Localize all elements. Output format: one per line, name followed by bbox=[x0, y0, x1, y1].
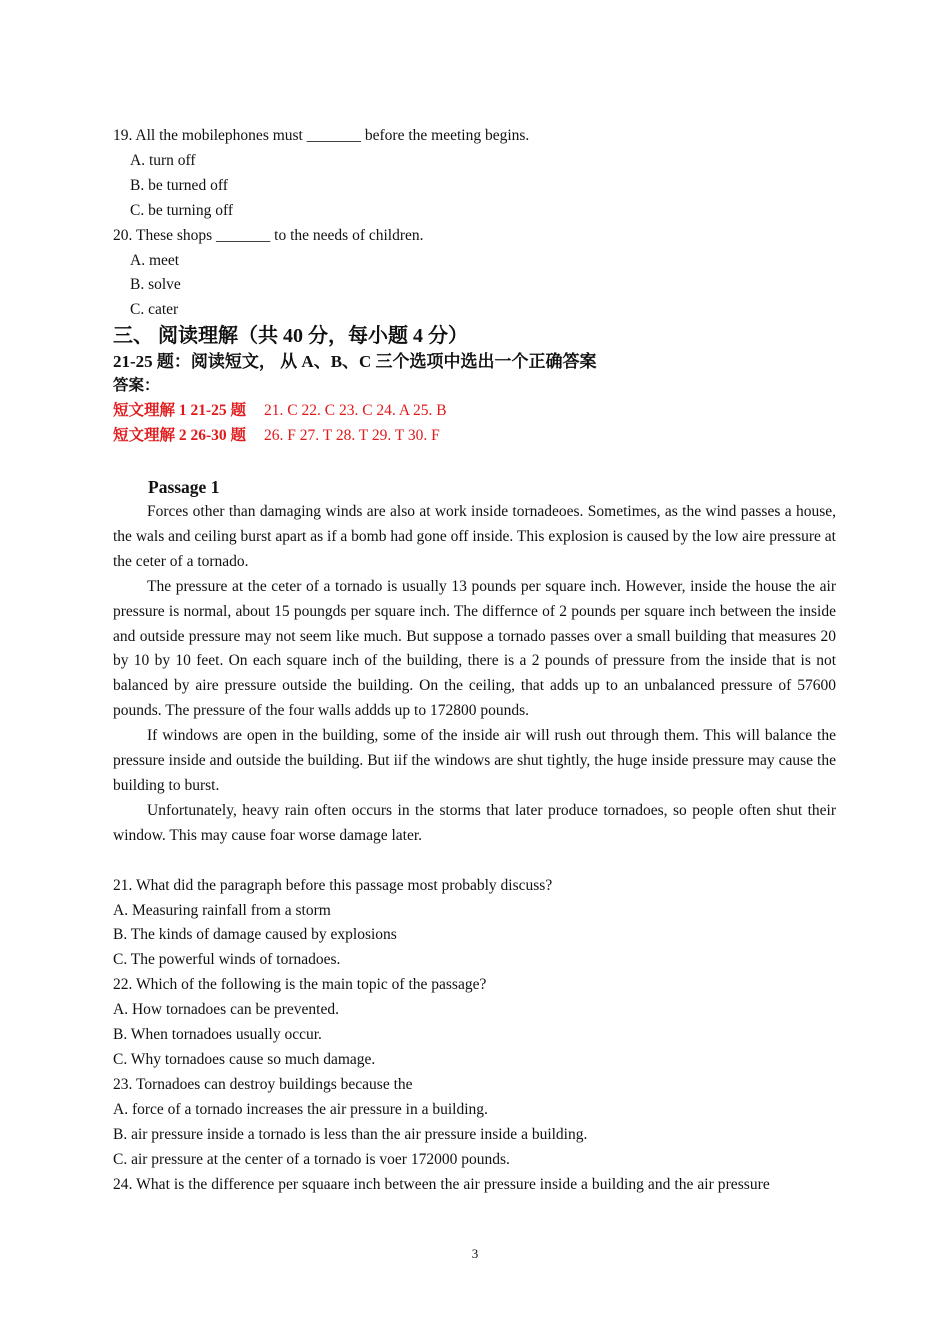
q19-option-a: A. turn off bbox=[130, 151, 196, 169]
q22-stem: 22. Which of the following is the main topic of the passage? bbox=[113, 976, 487, 994]
q20-option-a: A. meet bbox=[130, 251, 180, 269]
section-heading: 三、 阅读理解（共 40 分，每小题 4 分） bbox=[113, 325, 468, 348]
section-instruction: 21-25 题：阅读短文， 从 A、B、C 三个选项中选出一个正确答案 bbox=[113, 352, 597, 372]
q22-option-a: A. How tornadoes can be prevented. bbox=[113, 1001, 339, 1019]
passage-paragraph: Forces other than damaging winds are also at work inside tornadeoes. Sometimes, as the wind passes a house, the wals and ceiling burst apart as if a bomb had gone off inside. This explosion is caused by the low aire pressure at the ceter of a tornado. bbox=[113, 502, 836, 570]
q22-option-b: B. When tornadoes usually occur. bbox=[113, 1026, 322, 1044]
passage-paragraph: If windows are open in the building, some of the inside air will rush out through them. This will balance the pressure inside and outside the building. But iif the windows are shut tightly, the huge inside pressure may cause the building to burst. bbox=[113, 727, 836, 794]
q21-option-b: B. The kinds of damage caused by explosions bbox=[113, 926, 397, 944]
passage-paragraph: Unfortunately, heavy rain often occurs in the storms that later produce tornadoes, so people often shut their window. This may cause foar worse damage later. bbox=[113, 801, 836, 844]
answer-label: 答案： bbox=[113, 377, 160, 395]
passage-paragraph: The pressure at the ceter of a tornado is usually 13 pounds per square inch. However, inside the house the air pressure is normal, about 15 poungds per square inch. The differnce of 2 pounds per square inch between the inside and outside pressure may not seem like much. But suppose a tornado passes over a small building that measures 20 by 10 by 10 feet. On each square inch of the building, there is a 2 pounds of pressure from the inside that is not balanced by aire pressure outside the building. On the ceiling, that adds up to an unbalanced pressure of 57600 pounds. The pressure of the four walls addds up to 172800 pounds. bbox=[113, 577, 836, 720]
q22-option-c: C. Why tornadoes cause so much damage. bbox=[113, 1051, 376, 1068]
q21-option-c: C. The powerful winds of tornadoes. bbox=[113, 951, 341, 969]
q19-stem: 19. All the mobilephones must _______ before the meeting begins. bbox=[113, 127, 530, 144]
page-number: 3 bbox=[471, 1246, 479, 1261]
answer-line-2-label: 短文理解 2 26-30 题 bbox=[113, 427, 247, 445]
q20-option-c: C. cater bbox=[130, 301, 179, 319]
q21-option-a: A. Measuring rainfall from a storm bbox=[113, 901, 331, 919]
answer-line-2 bbox=[113, 424, 836, 449]
q23-option-a: A. force of a tornado increases the air pressure in a building. bbox=[113, 1100, 488, 1118]
q23-option-b: B. air pressure inside a tornado is less than the air pressure inside a building. bbox=[113, 1125, 588, 1143]
document-page bbox=[113, 124, 836, 1197]
q20-stem: 20. These shops _______ to the needs of children. bbox=[113, 226, 424, 244]
q23-option-c: C. air pressure at the center of a tornado is voer 172000 pounds. bbox=[113, 1150, 510, 1168]
answer-line-1 bbox=[113, 399, 836, 424]
q23-stem: 23. Tornadoes can destroy buildings because the bbox=[113, 1075, 413, 1093]
q20-option-b: B. solve bbox=[130, 276, 181, 294]
q19-option-c: C. be turning off bbox=[130, 201, 234, 219]
q19-option-b: B. be turned off bbox=[130, 176, 228, 194]
q21-stem: 21. What did the paragraph before this passage most probably discuss? bbox=[113, 876, 553, 894]
answer-line-2-values: 26. F 27. T 28. T 29. T 30. F bbox=[264, 427, 440, 445]
q24-stem: 24. What is the difference per squaare inch between the air pressure inside a building and the air pressure bbox=[113, 1175, 770, 1193]
answer-line-1-label: 短文理解 1 21-25 题 bbox=[113, 402, 247, 420]
answer-line-1-values: 21. C 22. C 23. C 24. A 25. B bbox=[264, 402, 447, 420]
passage-title: Passage 1 bbox=[148, 476, 220, 497]
